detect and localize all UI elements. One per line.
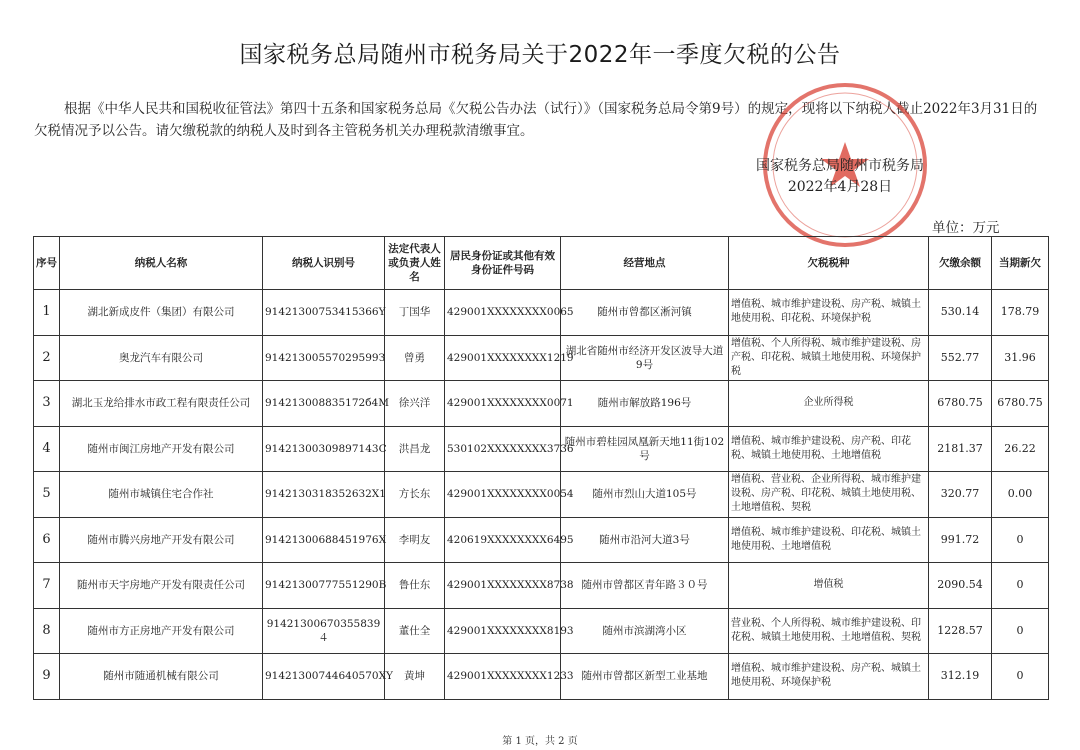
cell-current: 0 xyxy=(992,654,1049,700)
cell-balance: 530.14 xyxy=(929,290,992,336)
table-row xyxy=(34,381,1049,427)
cell-id: 91421300744640570XY xyxy=(263,654,385,700)
cell-rep: 董仕全 xyxy=(385,608,445,654)
page-title: 国家税务总局随州市税务局关于2022年一季度欠税的公告 xyxy=(239,42,841,68)
cell-rep: 方长东 xyxy=(385,472,445,518)
issuer-name: 国家税务总局随州市税务局 xyxy=(756,158,924,174)
cell-id: 91421300670355839４ xyxy=(263,608,385,654)
cell-seq: 9 xyxy=(34,654,60,700)
cell-balance: 991.72 xyxy=(929,517,992,563)
cell-address: 随州市沿河大道3号 xyxy=(561,517,729,563)
cell-current: 0 xyxy=(992,517,1049,563)
cell-id: 91421300753415366Y xyxy=(263,290,385,336)
cell-balance: 2181.37 xyxy=(929,426,992,472)
header-taxes: 欠税税种 xyxy=(729,237,929,290)
cell-seq: 4 xyxy=(34,426,60,472)
cell-taxes: 增值税、城市维护建设税、房产税、印花税、城镇土地使用税、土地增值税 xyxy=(729,426,929,472)
cell-name: 湖北玉龙给排水市政工程有限责任公司 xyxy=(60,381,263,427)
table-row xyxy=(34,290,1049,336)
cell-id: 91421300688451976X xyxy=(263,517,385,563)
table-row xyxy=(34,426,1049,472)
cell-seq: 6 xyxy=(34,517,60,563)
cell-taxes: 增值税 xyxy=(729,563,929,609)
cell-balance: 312.19 xyxy=(929,654,992,700)
cell-id: 91421300777551290B xyxy=(263,563,385,609)
cell-name: 随州市随通机械有限公司 xyxy=(60,654,263,700)
header-id: 纳税人识别号 xyxy=(263,237,385,290)
cell-balance: 320.77 xyxy=(929,472,992,518)
header-seq: 序号 xyxy=(34,237,60,290)
table-row xyxy=(34,563,1049,609)
cell-seq: 5 xyxy=(34,472,60,518)
header-rep: 法定代表人或负责人姓名 xyxy=(385,237,445,290)
cell-taxes: 增值税、个人所得税、城市维护建设税、房产税、印花税、城镇土地使用税、环境保护税 xyxy=(729,335,929,381)
table-row xyxy=(34,472,1049,518)
cell-idcard: 429001XXXXXXXX1233 xyxy=(445,654,561,700)
cell-current: 31.96 xyxy=(992,335,1049,381)
cell-idcard: 429001XXXXXXXX0071 xyxy=(445,381,561,427)
cell-current: 0.00 xyxy=(992,472,1049,518)
cell-id: 91421303183526З2X1 xyxy=(263,472,385,518)
intro-paragraph: 根据《中华人民共和国税收征管法》第四十五条和国家税务总局《欠税公告办法（试行）》（国家税务总局令第9号）的规定，现将以下纳税人截止2022年3月31日的欠税情况予以公告。请欠缴税款的纳税人及时到各主管税务机关办理税款清缴事宜。 xyxy=(34,101,1038,139)
cell-name: 随州市闽江房地产开发有限公司 xyxy=(60,426,263,472)
page-footer: 第 1 页，共 2 页 xyxy=(502,736,578,747)
cell-address: 随州市碧桂园凤凰新天地11街102号 xyxy=(561,426,729,472)
cell-name: 随州市腾兴房地产开发有限公司 xyxy=(60,517,263,563)
header-address: 经营地点 xyxy=(561,237,729,290)
cell-seq: 8 xyxy=(34,608,60,654)
cell-address: 随州市曾都区新型工业基地 xyxy=(561,654,729,700)
cell-balance: 1228.57 xyxy=(929,608,992,654)
cell-current: 26.22 xyxy=(992,426,1049,472)
cell-balance: 6780.75 xyxy=(929,381,992,427)
table-row xyxy=(34,335,1049,381)
cell-idcard: 429001XXXXXXXX8738 xyxy=(445,563,561,609)
table-header-row xyxy=(34,237,1049,290)
cell-taxes: 营业税、个人所得税、城市维护建设税、印花税、城镇土地使用税、土地增值税、契税 xyxy=(729,608,929,654)
cell-id: 914213008835172б4M xyxy=(263,381,385,427)
table-row xyxy=(34,608,1049,654)
cell-address: 随州市曾都区青年路３０号 xyxy=(561,563,729,609)
cell-name: 湖北新成皮件（集团）有限公司 xyxy=(60,290,263,336)
cell-current: 6780.75 xyxy=(992,381,1049,427)
cell-name: 奥龙汽车有限公司 xyxy=(60,335,263,381)
cell-seq: 1 xyxy=(34,290,60,336)
cell-rep: 洪昌龙 xyxy=(385,426,445,472)
cell-address: 湖北省随州市经济开发区波导大道9号 xyxy=(561,335,729,381)
table-row xyxy=(34,654,1049,700)
cell-rep: 曾勇 xyxy=(385,335,445,381)
cell-name: 随州市城镇住宅合作社 xyxy=(60,472,263,518)
cell-idcard: 429001XXXXXXXX1219 xyxy=(445,335,561,381)
cell-address: 随州市烈山大道105号 xyxy=(561,472,729,518)
cell-balance: 552.77 xyxy=(929,335,992,381)
cell-idcard: 429001XXXXXXXX0054 xyxy=(445,472,561,518)
cell-taxes: 增值税、营业税、企业所得税、城市维护建设税、房产税、印花税、城镇土地使用税、土地增值税、契税 xyxy=(729,472,929,518)
cell-rep: 李明友 xyxy=(385,517,445,563)
cell-name: 随州市天宇房地产开发有限责任公司 xyxy=(60,563,263,609)
cell-id: 91421300309897143C xyxy=(263,426,385,472)
cell-taxes: 增值税、城市维护建设税、房产税、城镇土地使用税、环境保护税 xyxy=(729,654,929,700)
cell-seq: 2 xyxy=(34,335,60,381)
cell-current: 0 xyxy=(992,563,1049,609)
header-balance: 欠缴余额 xyxy=(929,237,992,290)
cell-idcard: 530102XXXXXXXX3736 xyxy=(445,426,561,472)
cell-idcard: 429001XXXXXXXX0065 xyxy=(445,290,561,336)
cell-rep: 鲁仕东 xyxy=(385,563,445,609)
cell-id: 91421300557029599З xyxy=(263,335,385,381)
cell-seq: 7 xyxy=(34,563,60,609)
cell-address: 随州市滨湖湾小区 xyxy=(561,608,729,654)
cell-taxes: 增值税、城市维护建设税、印花税、城镇土地使用税、土地增值税 xyxy=(729,517,929,563)
cell-rep: 徐兴洋 xyxy=(385,381,445,427)
header-name: 纳税人名称 xyxy=(60,237,263,290)
cell-name: 随州市方正房地产开发有限公司 xyxy=(60,608,263,654)
cell-current: 178.79 xyxy=(992,290,1049,336)
cell-balance: 2090.54 xyxy=(929,563,992,609)
unit-label: 单位：万元 xyxy=(932,220,1000,236)
tax-arrears-table xyxy=(33,236,1049,700)
cell-address: 随州市解放路196号 xyxy=(561,381,729,427)
cell-rep: 黄坤 xyxy=(385,654,445,700)
header-current: 当期新欠 xyxy=(992,237,1049,290)
cell-seq: 3 xyxy=(34,381,60,427)
cell-rep: 丁国华 xyxy=(385,290,445,336)
cell-taxes: 企业所得税 xyxy=(729,381,929,427)
cell-current: 0 xyxy=(992,608,1049,654)
table-row xyxy=(34,517,1049,563)
header-idcard: 居民身份证或其他有效身份证件号码 xyxy=(445,237,561,290)
cell-taxes: 增值税、城市维护建设税、房产税、城镇土地使用税、印花税、环境保护税 xyxy=(729,290,929,336)
issuer-block xyxy=(730,156,950,198)
cell-idcard: 420619XXXXXXXX6495 xyxy=(445,517,561,563)
cell-address: 随州市曾都区淅河镇 xyxy=(561,290,729,336)
cell-idcard: 429001XXXXXXXX8193 xyxy=(445,608,561,654)
issue-date: 2022年4月28日 xyxy=(787,179,893,195)
